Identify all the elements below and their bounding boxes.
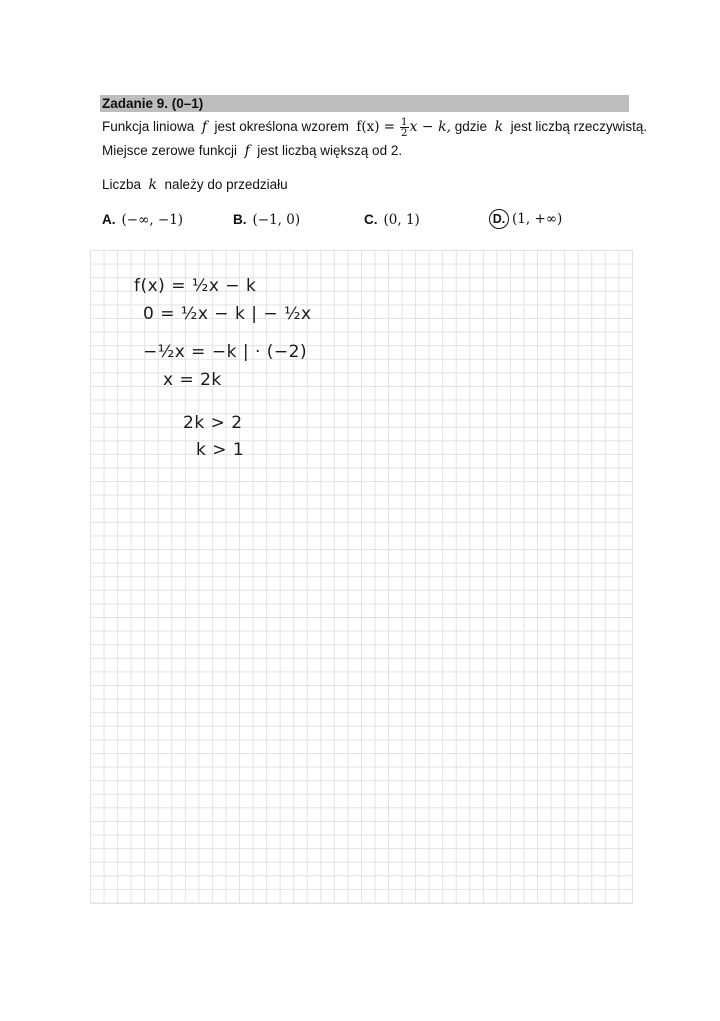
text: jest liczbą rzeczywistą.	[510, 119, 648, 135]
text: jest określona wzorem	[214, 119, 349, 135]
handwriting-line-5: 2k > 2	[183, 413, 243, 433]
math-k: k	[148, 177, 158, 193]
text: Liczba	[102, 177, 142, 192]
answer-interval: (1, +∞)	[512, 211, 563, 227]
math-k: k	[494, 119, 504, 136]
answer-interval: (−∞, −1)	[121, 212, 184, 228]
answer-option-b[interactable]	[233, 212, 300, 228]
answer-letter: C.	[364, 212, 378, 227]
text: Miejsce zerowe funkcji	[102, 143, 238, 158]
task-statement-line-1	[102, 117, 647, 138]
fraction-one-half: $\frac{1}{2}$	[400, 116, 408, 139]
text: Funkcja liniowa	[102, 119, 195, 135]
handwriting-line-4: x = 2k	[163, 370, 222, 390]
circled-answer-letter: D.	[489, 209, 509, 229]
handwriting-line-3: −½x = −k | · (−2)	[143, 342, 308, 362]
formula-right: x − k,	[409, 119, 452, 136]
answer-letter: A.	[102, 212, 116, 227]
text: gdzie	[454, 119, 488, 135]
task-title: Zadanie 9. (0–1)	[102, 96, 204, 111]
handwriting-line-6: k > 1	[196, 440, 245, 460]
answer-letter: B.	[233, 212, 247, 227]
answer-interval: (0, 1)	[383, 212, 420, 228]
text: należy do przedziału	[164, 177, 288, 192]
answer-option-c[interactable]	[364, 212, 420, 228]
handwriting-line-2: 0 = ½x − k | − ½x	[143, 304, 312, 324]
task-header	[100, 95, 629, 112]
answer-option-d-selected[interactable]	[489, 209, 562, 229]
task-statement-line-2	[102, 143, 402, 159]
answer-option-a[interactable]	[102, 212, 183, 228]
answer-options	[102, 212, 622, 232]
text: jest liczbą większą od 2.	[257, 143, 403, 158]
formula-left: f(x) =	[356, 119, 396, 136]
handwriting-line-1: f(x) = ½x − k	[134, 276, 257, 296]
question-line	[102, 177, 288, 193]
answer-interval: (−1, 0)	[252, 212, 301, 228]
math-f: f	[244, 143, 250, 159]
math-f: f	[201, 119, 207, 136]
